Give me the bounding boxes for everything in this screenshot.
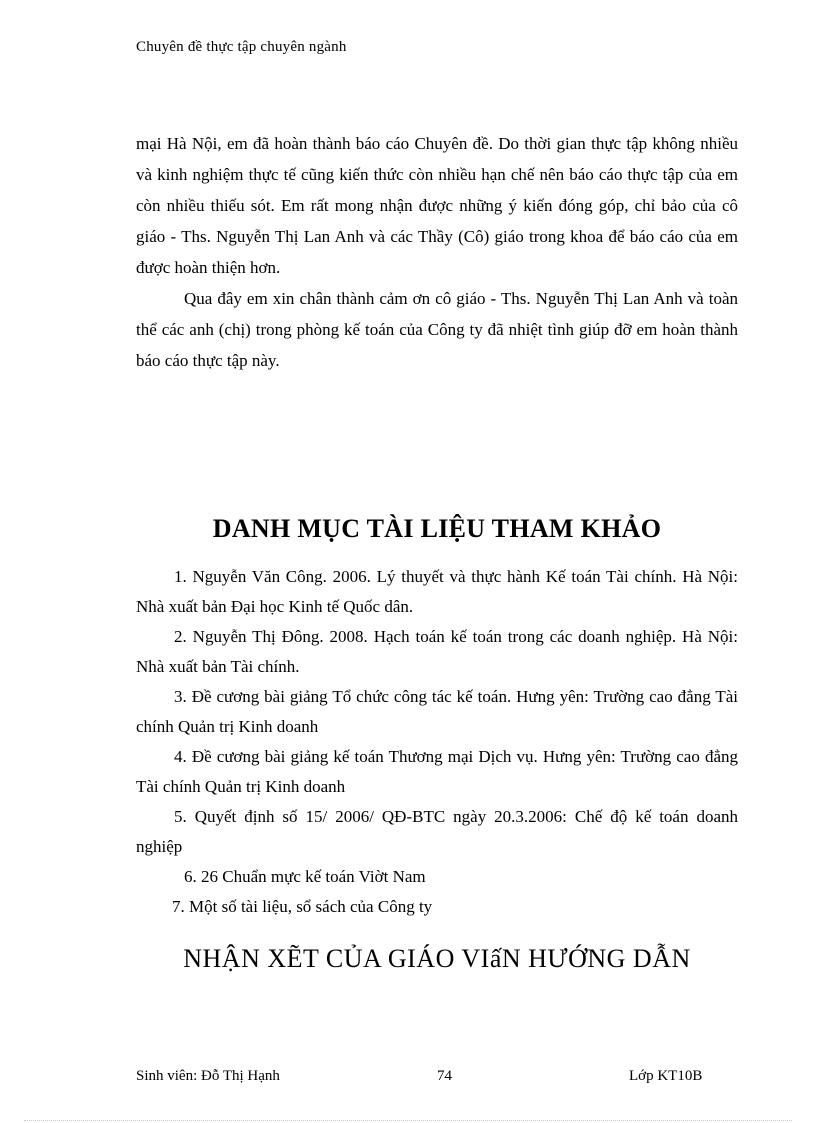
supervisor-evaluation-title: NHẬN XẼT CỦA GIÁO VIấN HƯỚNG DẪN bbox=[183, 944, 691, 973]
references-heading: DANH MỤC TÀI LIỆU THAM KHẢO bbox=[212, 514, 662, 543]
running-header: Chuyên đề thực tập chuyên ngành bbox=[136, 39, 347, 55]
acknowledgement-section bbox=[136, 128, 738, 376]
references-list bbox=[136, 562, 738, 922]
footer-class: Lớp KT10B bbox=[629, 1068, 703, 1084]
page-bottom-divider bbox=[24, 1120, 792, 1121]
reference-item: 6. 26 Chuẩn mực kế toán Viờt Nam bbox=[184, 867, 426, 886]
footer-student-name: Sinh viên: Đỗ Thị Hạnh bbox=[136, 1068, 280, 1084]
acknowledgement-paragraph-1: mại Hà Nội, em đã hoàn thành báo cáo Chuyên đề. Do thời gian thực tập không nhiều và kinh nghiệm thực tế cũng kiến thức còn nhiều hạn chế nên báo cáo thực tập của em còn nhiều thiếu sót. Em rất mong nhận được những ý kiến đóng góp, chỉ bảo của cô giáo - Ths. Nguyễn Thị Lan Anh và các Thầy (Cô) giáo trong khoa để báo cáo của em được hoàn thiện hơn. bbox=[136, 134, 738, 277]
reference-item: 2. Nguyễn Thị Đông. 2008. Hạch toán kế toán trong các doanh nghiệp. Hà Nội: Nhà xuất bản Tài chính. bbox=[136, 627, 738, 676]
reference-item: 1. Nguyễn Văn Công. 2006. Lý thuyết và thực hành Kế toán Tài chính. Hà Nội: Nhà xuất bản Đại học Kinh tế Quốc dân. bbox=[136, 567, 738, 616]
acknowledgement-paragraph-2: Qua đây em xin chân thành cảm ơn cô giáo - Ths. Nguyễn Thị Lan Anh và toàn thể các anh (chị) trong phòng kế toán của Công ty đã nhiệt tình giúp đỡ em hoàn thành báo cáo thực tập này. bbox=[136, 289, 738, 370]
reference-item: 4. Đề cương bài giảng kế toán Thương mại Dịch vụ. Hưng yên: Trường cao đẳng Tài chính Quản trị Kinh doanh bbox=[136, 747, 738, 796]
footer-page-number: 74 bbox=[437, 1068, 452, 1084]
reference-item: 5. Quyết định số 15/ 2006/ QĐ-BTC ngày 20.3.2006: Chế độ kế toán doanh nghiệp bbox=[136, 807, 738, 856]
reference-item: 7. Một số tài liệu, sổ sách của Công ty bbox=[172, 897, 433, 916]
reference-item: 3. Đề cương bài giảng Tổ chức công tác kế toán. Hưng yên: Trường cao đẳng Tài chính Quản trị Kinh doanh bbox=[136, 687, 738, 736]
